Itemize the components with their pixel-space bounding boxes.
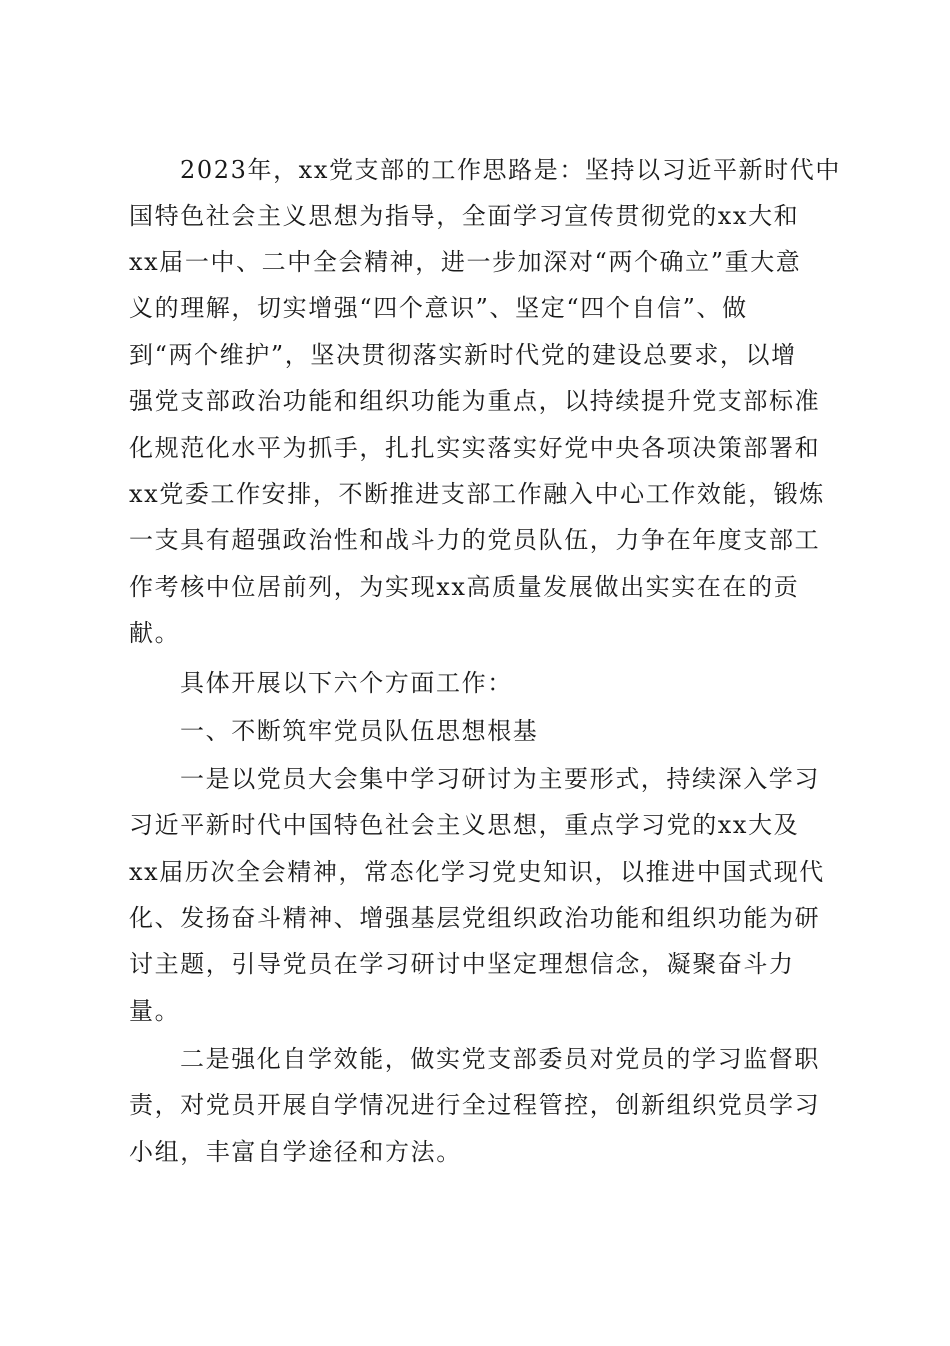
paragraph-1-line-11: 献。 bbox=[129, 619, 181, 647]
paragraph-3-line-1: 一是以党员大会集中学习研讨为主要形式，持续深入学习 bbox=[180, 765, 820, 793]
paragraph-2: 具体开展以下六个方面工作： bbox=[180, 669, 513, 697]
paragraph-1-line-3: xx届一中、二中全会精神，进一步加深对“两个确立”重大意 bbox=[129, 248, 802, 276]
paragraph-4-line-2: 责，对党员开展自学情况进行全过程管控，创新组织党员学习 bbox=[129, 1091, 821, 1119]
paragraph-4-line-1: 二是强化自学效能，做实党支部委员对党员的学习监督职 bbox=[180, 1045, 820, 1073]
paragraph-1-line-4: 义的理解，切实增强“四个意识”、坚定“四个自信”、做 bbox=[129, 294, 748, 322]
paragraph-1-line-2: 国特色社会主义思想为指导，全面学习宣传贯彻党的xx大和 bbox=[129, 202, 800, 230]
paragraph-3-line-6: 量。 bbox=[129, 997, 181, 1025]
paragraph-3-line-5: 讨主题，引导党员在学习研讨中坚定理想信念，凝聚奋斗力 bbox=[129, 950, 795, 978]
section-heading-1: 一、不断筑牢党员队伍思想根基 bbox=[180, 717, 539, 745]
paragraph-1-line-9: 一支具有超强政治性和战斗力的党员队伍，力争在年度支部工 bbox=[129, 526, 821, 554]
paragraph-1-line-1: 2023年，xx党支部的工作思路是：坚持以习近平新时代中 bbox=[180, 156, 841, 184]
paragraph-3-line-3: xx届历次全会精神，常态化学习党史知识，以推进中国式现代 bbox=[129, 858, 825, 886]
paragraph-3-line-4: 化、发扬奋斗精神、增强基层党组织政治功能和组织功能为研 bbox=[129, 904, 821, 932]
paragraph-1-line-7: 化规范化水平为抓手，扎扎实实落实好党中央各项决策部署和 bbox=[129, 434, 821, 462]
paragraph-3-line-2: 习近平新时代中国特色社会主义思想，重点学习党的xx大及 bbox=[129, 811, 800, 839]
paragraph-1-line-5: 到“两个维护”，坚决贯彻落实新时代党的建设总要求，以增 bbox=[129, 341, 797, 369]
paragraph-1-line-10: 作考核中位居前列，为实现xx高质量发展做出实实在在的贡 bbox=[129, 573, 800, 601]
paragraph-4-line-3: 小组，丰富自学途径和方法。 bbox=[129, 1138, 462, 1166]
paragraph-1-line-6: 强党支部政治功能和组织功能为重点，以持续提升党支部标准 bbox=[129, 387, 821, 415]
paragraph-1-line-8: xx党委工作安排，不断推进支部工作融入中心工作效能，锻炼 bbox=[129, 480, 825, 508]
